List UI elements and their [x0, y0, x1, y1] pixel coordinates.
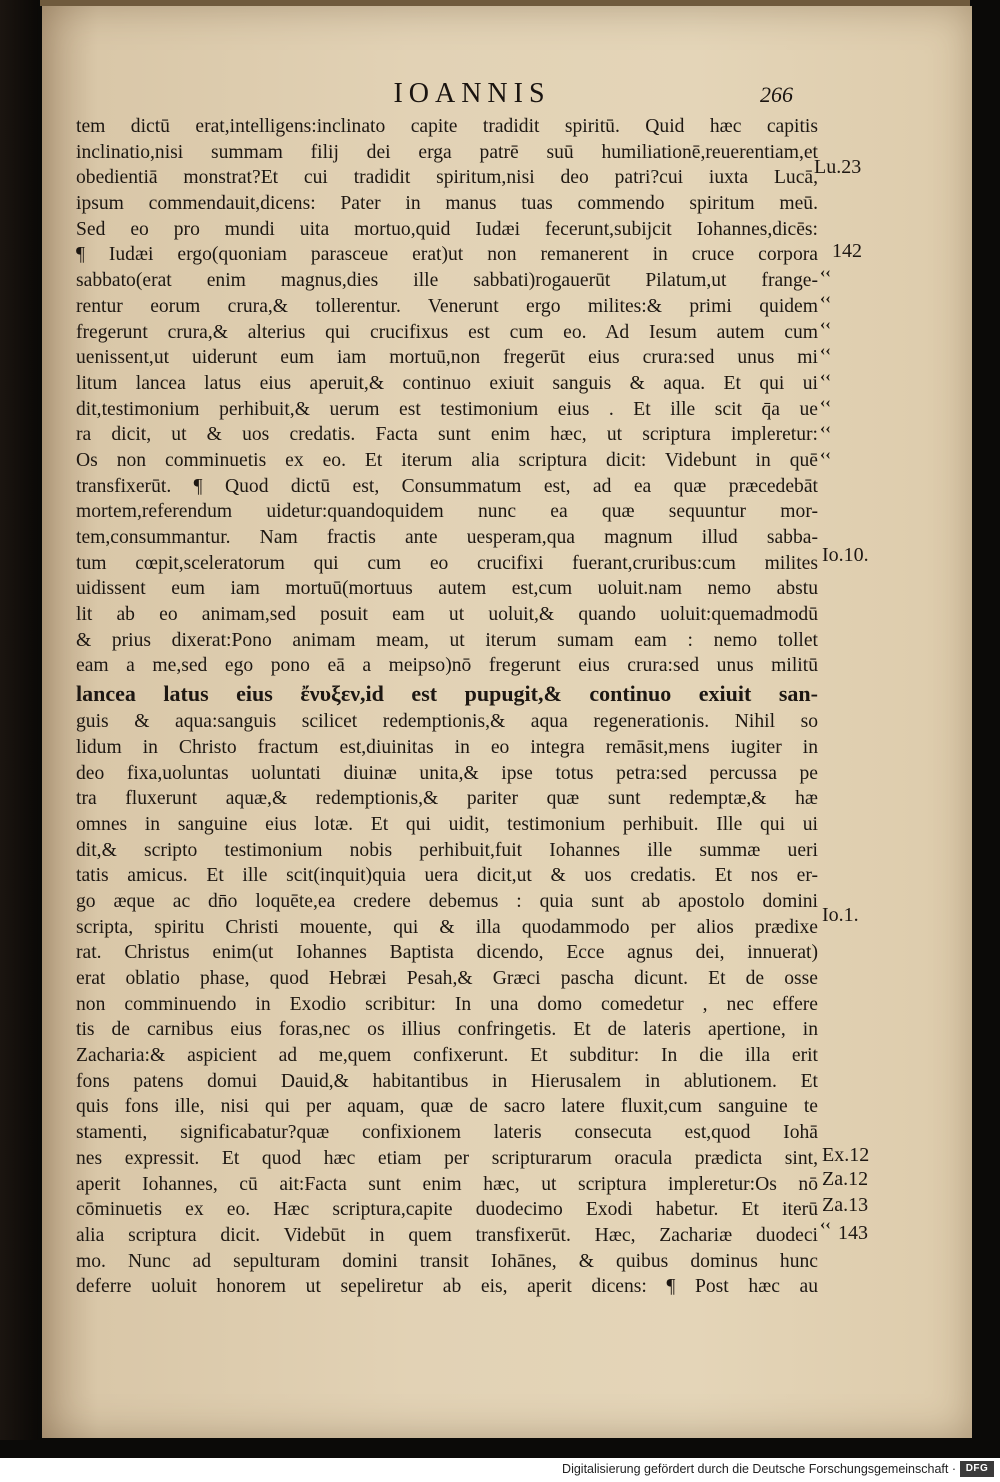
- book-edge-left: [0, 0, 38, 1440]
- text-line: ipsum commendauit,dicens: Pater in manus tuas commendo spiritum meū.: [76, 193, 818, 215]
- text-line: non comminuendo in Exodio scribitur: In una domo comedetur , nec efferе: [76, 993, 818, 1015]
- text-line: go æque ac dn̄o loquēte,ea credere debemus : quia sunt ab apostolo domini: [76, 890, 818, 912]
- marginal-ref-luke: Lu.23: [814, 156, 862, 178]
- marginal-number-143: 143: [838, 1222, 868, 1244]
- text-line: guis & aqua:sanguis scilicet redemptionis,& aqua regenerationis. Nihil so: [76, 711, 818, 733]
- text-line: obedientiā monstrat?Et cui tradidit spiritum,nisi deo patri?cui iuxta Lucā,: [76, 167, 818, 189]
- folio-number: 266: [760, 82, 793, 107]
- text-line: quis fons ille, nisi qui per aquam, quæ de sacro latere fluxit,cum sanguine te: [76, 1096, 818, 1118]
- running-head: IOANNIS: [393, 78, 551, 109]
- text-line: tatis amicus. Et ille scit(inquit)quia uera dicit,ut & uos credatis. Et nos er-: [76, 865, 818, 887]
- quote-mark: ‹‹: [820, 446, 831, 463]
- text-line: sabbato(erat enim magnus,dies ille sabbati)rogauerūt Pilatum,ut frange-: [76, 270, 818, 292]
- text-line: erat oblatio phase, quod Hebræi Pesah,& Græci pascha dicunt. Et de osse: [76, 968, 818, 989]
- text-line: inclinatio,nisi summam filij dei erga patrē suū humiliationē,reuerentiam,et: [76, 141, 818, 163]
- text-line: fregerunt crura,& alterius qui crucifixus est cum eo. Ad Iesum autem cum: [76, 321, 818, 343]
- text-line: tem dictū erat,intelligens:inclinato capite tradidit spiritū. Quid hæc capitis: [76, 116, 818, 137]
- text-line: fons patens domui Dauid,& habitantibus in Hierusalem in ablutionem. Et: [76, 1070, 818, 1092]
- text-line: eam a me,sed ego pono eā a meipso)nō fregerunt eius crura:sed unus militū: [76, 655, 818, 677]
- quote-mark: ‹‹: [820, 420, 831, 437]
- text-line: lidum in Christo fractum est,diuinitas in eo integra remāsit,mens iugiter in: [76, 736, 818, 758]
- text-line: nes expressit. Et quod hæc etiam per scripturarum oracula prædicta sint,: [76, 1147, 818, 1169]
- lemma-line: lancea latus eius ἔνυξεν,id est pupugit,& continuo exiuit san-: [76, 681, 818, 707]
- text-line: litum lancea latus eius aperuit,& continuo exiuit sanguis & aqua. Et qui ui: [76, 372, 818, 394]
- text-line: uenissent,ut uiderunt eum iam mortuū,non fregerūt eius crura:sed unus mi: [76, 347, 818, 369]
- digitization-credit: Digitalisierung gefördert durch die Deutsche Forschungsgemeinschaft ·: [562, 1462, 956, 1476]
- text-line: dit,& scripto testimonium nobis perhibuit,fuit Iohannes ille summæ ueri: [76, 839, 818, 861]
- marginal-ref-john-10: Io.10.: [822, 544, 869, 566]
- text-line: dit,testimonium perhibuit,& uerum est testimonium eius . Et ille scit q̄a ue: [76, 398, 818, 420]
- marginal-ref-exodus-12: Ex.12: [822, 1144, 870, 1166]
- text-line: Zacharia:& aspicient ad me,quem confixerunt. Et subditur: In die illa erit: [76, 1045, 818, 1067]
- quote-mark: ‹‹: [820, 1216, 831, 1233]
- text-line: Sed eo pro mundi uita mortuo,quid Iudæi fecerunt,subijcit Iohannes,dicēs:: [76, 218, 818, 240]
- marginal-ref-zechariah-12: Za.12: [822, 1168, 869, 1190]
- text-line: tum cœpit,sceleratorum qui cum eo crucifixi fuerant,cruribus:cum milites: [76, 552, 818, 574]
- text-line: alia scriptura dicit. Videbūt in quem transfixerūt. Hæc, Zachariæ duodeci: [76, 1224, 818, 1246]
- text-line: deferre uoluit honorem ut sepeliretur ab eis, aperit dicens: ¶ Post hæc au: [76, 1276, 818, 1298]
- text-line: tis de carnibus eius foras,nec os illius confringetis. Et de lateris apertione, in: [76, 1019, 818, 1041]
- text-line: stamenti, significabatur?quæ confixionem lateris consecuta est,quod Iohā: [76, 1122, 818, 1144]
- marginal-number-142: 142: [832, 240, 862, 262]
- book-page: [42, 6, 972, 1438]
- text-line: mortem,referendum uidetur:quandoquidem nunc ea quæ sequuntur mor-: [76, 501, 818, 523]
- text-line: scripta, spiritu Christi mouente, qui & illa quodammodo per alios prædixe: [76, 916, 818, 938]
- dfg-logo: DFG: [960, 1461, 994, 1477]
- marginal-ref-john-1: Io.1.: [822, 904, 859, 926]
- text-line: ¶ Iudæi ergo(quoniam parasceue erat)ut non remanerent in cruce corpora: [76, 244, 818, 266]
- text-line: rat. Christus enim(ut Iohannes Baptista dicendo, Ecce agnus dei, innuerat): [76, 942, 818, 964]
- text-line: Os non comminuetis ex eo. Et iterum alia scriptura dicit: Videbunt in quē: [76, 449, 818, 471]
- text-line: transfixerūt. ¶ Quod dictū est, Consummatum est, ad ea quæ præcedebāt: [76, 475, 818, 497]
- text-line: rentur eorum crura,& tollerentur. Venerunt ergo milites:& primi quidem: [76, 295, 818, 317]
- text-line: omnes in sanguine eius lotæ. Et qui uidit, testimonium perhibuit. Ille qui ui: [76, 813, 818, 835]
- marginal-ref-zechariah-13: Za.13: [822, 1194, 869, 1216]
- text-line: uidissent eum iam mortuū(mortuus autem est,cum uoluit.nam nemo abstu: [76, 578, 818, 600]
- text-line: tra fluxerunt aquæ,& redemptionis,& pariter quæ sunt redemptæ,& hæ: [76, 788, 818, 810]
- text-line: & prius dixerat:Pono animam meam, ut iterum sumam eam : nemo tollet: [76, 629, 818, 651]
- quote-mark: ‹‹: [820, 316, 831, 333]
- text-line: lit ab eo animam,sed posuit eam ut uoluit,& quando uoluit:quemadmodū: [76, 604, 818, 626]
- text-line: mo. Nunc ad sepulturam domini transit Iohānes, & quibus dominus hunc: [76, 1250, 818, 1272]
- quote-mark: ‹‹: [820, 264, 831, 281]
- text-line: ra dicit, ut & uos credatis. Facta sunt enim hæc, ut scriptura impleretur:: [76, 424, 818, 446]
- quote-mark: ‹‹: [820, 290, 831, 307]
- text-line: aperit Iohannes, cū ait:Facta sunt enim hæc, ut scriptura impleretur:Os nō: [76, 1173, 818, 1195]
- text-line: deo fixa,uoluntas uoluntati diuinæ unita,& ipse totus petra:sed percussa pe: [76, 762, 818, 784]
- text-line: tem,consummantur. Nam fractis ante uesperam,qua magnum illud sabba-: [76, 527, 818, 548]
- quote-mark: ‹‹: [820, 342, 831, 359]
- text-block: [76, 114, 818, 1300]
- text-line: cōminuetis ex eo. Hæc scriptura,capite duodecimo Exodi habetur. Et iterū: [76, 1199, 818, 1221]
- quote-mark: ‹‹: [820, 394, 831, 411]
- quote-mark: ‹‹: [820, 368, 831, 385]
